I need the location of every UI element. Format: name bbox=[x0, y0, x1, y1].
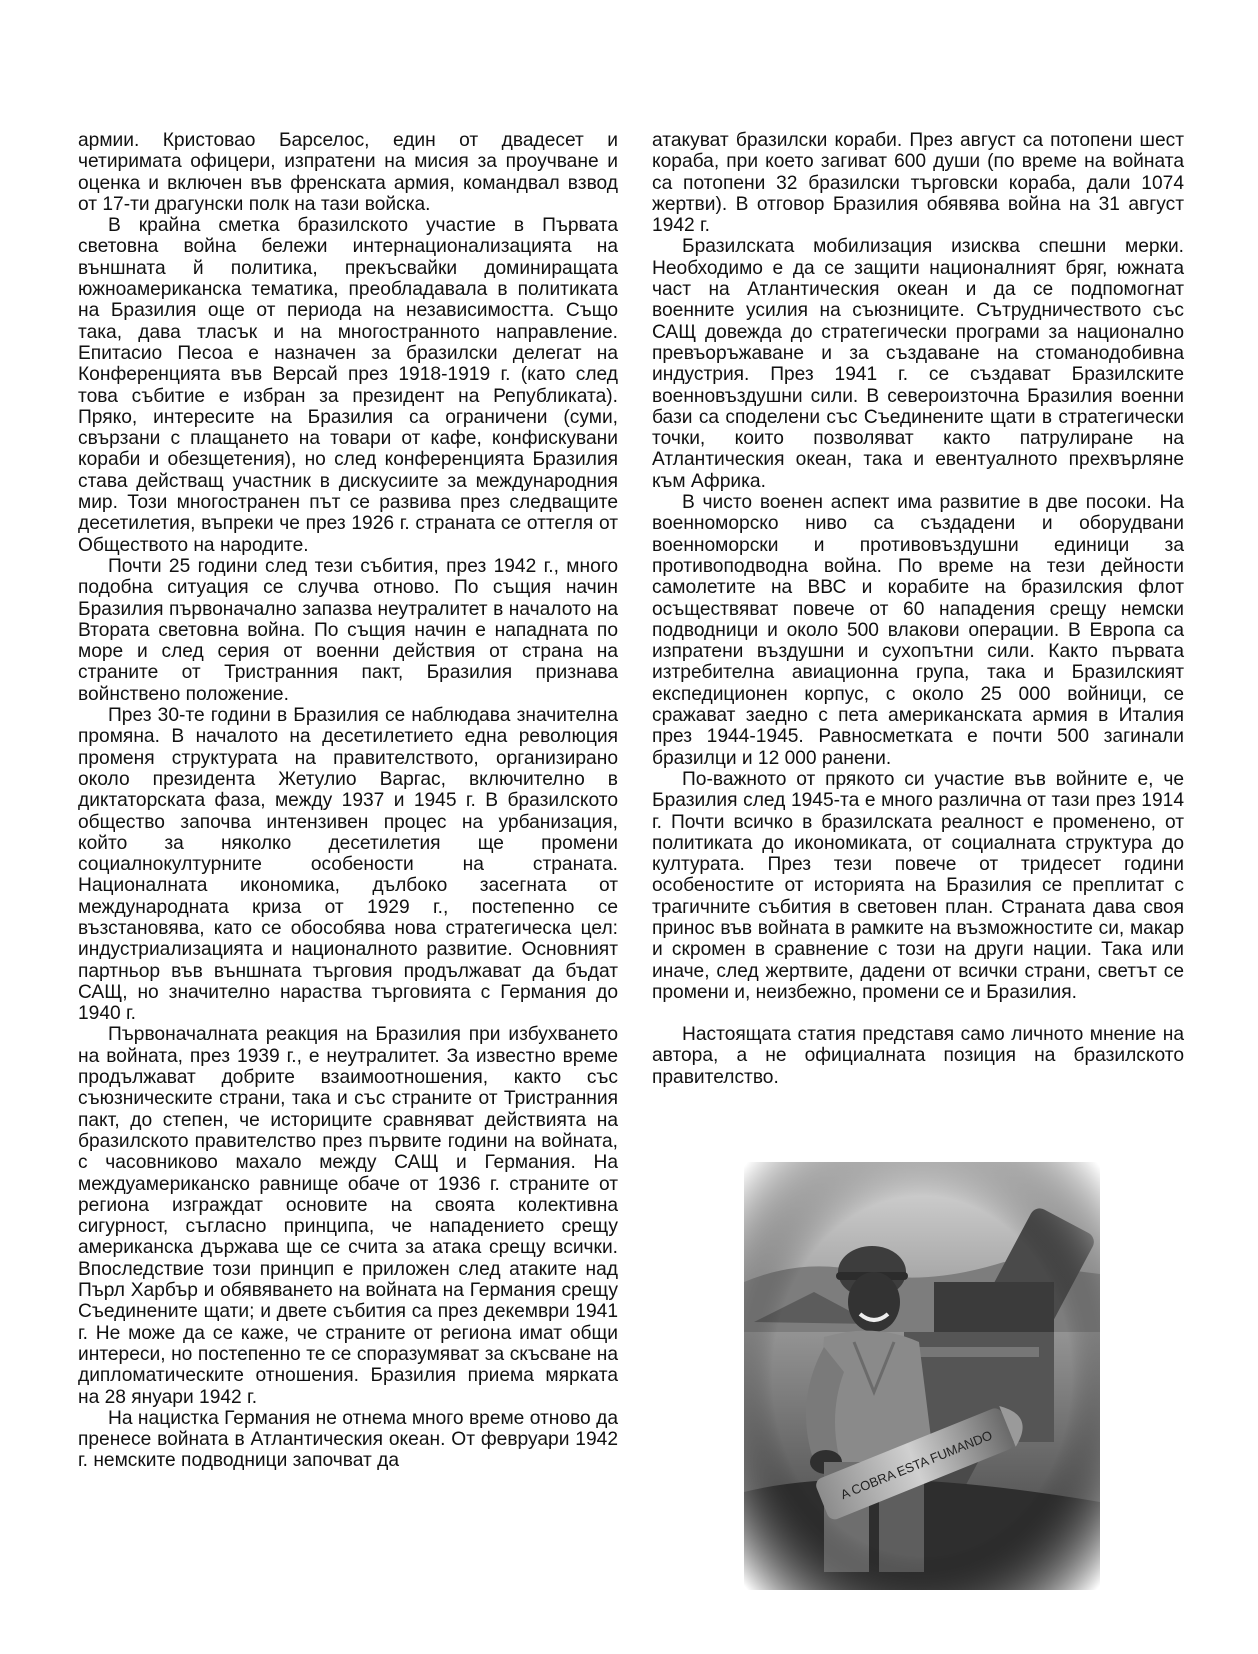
paragraph: В крайна сметка бразилското участие в Първата световна война бележи интернационализацията на външната й политика, прекъсвайки доминиращата южноамериканска тематика, преобладавала в политиката на Бразилия още от периода на независимостта. Също така, дава тласък и на многостранното направление. Епитасио Песоа е назначен за бразилски делегат на Конференцията във Версай през 1918-1919 г. (като след това събитие е избран за президент на Републиката). Пряко, интересите на Бразилия са ограничени (суми, свързани с плащането на товари от кафе, конфискувани кораби и обезщетения), но след конференцията Бразилия става действащ участник в дискусиите за международния мир. Този многостранен път се развива през следващите десетилетия, въпреки че през 1926 г. страната се оттегля от Обществото на народите. bbox=[78, 215, 618, 556]
paragraph: По-важното от прякото си участие във войните е, че Бразилия след 1945-та е много различна от тази през 1914 г. Почти всичко в бразилската реалност е променено, от политиката до икономиката, от социалната структура до културата. През тези повече от тридесет години особеностите от историята на Бразилия се преплитат с трагичните събития в световен план. Страната дава своя принос във войната в рамките на възможностите си, макар и скромен в сравнение с този на други нации. Така или иначе, след жертвите, дадени от всички страни, светът се промени и, неизбежно, промени се и Бразилия. bbox=[652, 768, 1184, 1003]
soldier-photo bbox=[744, 1162, 1100, 1590]
paragraph: В чисто военен аспект има развитие в две посоки. На военноморско ниво са създадени и оборудвани военноморски и противовъздушни единици за противоподводна война. По време на тези дейности самолетите на ВВС и корабите на бразилския флот осъществяват повече от 60 нападения срещу немски подводници и около 500 влакови операции. В Европа са изпратени въздушни и сухопътни сили. Както първата изтребителна авиационна група, така и Бразилският експедиционен корпус, с около 25 000 войници, се сражават заедно с пета американската армия в Италия през 1944-1945. Равносметката е почти 500 загинали бразилци и 12 000 ранени. bbox=[652, 492, 1184, 769]
right-column bbox=[652, 130, 1184, 1088]
paragraph: Почти 25 години след тези събития, през 1942 г., много подобна ситуация се случва отново. По същия начин Бразилия първоначално запазва неутралитет в началото на Втората световна война. По същия начин е нападната по море и след серия от военни действия от страна на страните от Тристранния пакт, Бразилия признава войнствено положение. bbox=[78, 555, 618, 705]
paragraph: На нацистка Германия не отнема много време отново да пренесе войната в Атлантическия океан. От февруари 1942 г. немските подводници започват да bbox=[78, 1407, 618, 1472]
soldier-photo-image bbox=[744, 1162, 1100, 1590]
paragraph: Бразилската мобилизация изисква спешни мерки. Необходимо е да се защити националният бряг, южната част на Атлантическия океан и да се подпомогнат военните усилия на съюзниците. Сътрудничеството със САЩ довежда до стратегически програми за национално превъоръжаване и за създаване на стоманодобивна индустрия. През 1941 г. се създават Бразилските военновъздушни сили. В североизточна Бразилия военни бази са споделени със Съединените щати в стратегически точки, които позволяват както патрулиране на Атлантическия океан, така и евентуалното прехвърляне към Африка. bbox=[652, 236, 1184, 492]
paragraph: Първоначалната реакция на Бразилия при избухването на войната, през 1939 г., е неутралитет. За известно време продължават добрите взаимоотношения, както със съюзническите страни, така и със страните от Тристранния пакт, до степен, че историците сравняват действията на бразилското правителство през първите години на войната, с часовниково махало между САЩ и Германия. На междуамериканско равнище обаче от 1936 г. страните от региона изграждат основите на своята колективна сигурност, съгласно принципа, че нападението срещу американска държава ще се счита за атака срещу всички. Впоследствие този принцип е приложен след атаките над Пърл Харбър и обявяването на войната на Германия срещу Съединените щати; и двете събития са през декември 1941 г. Не може да се каже, че страните от региона имат общи интереси, но постепенно те се споразумяват за скъсване на дипломатическите отношения. Бразилия приема мярката на 28 януари 1942 г. bbox=[78, 1024, 618, 1408]
paragraph: атакуват бразилски кораби. През август са потопени шест кораба, при което загиват 600 души (по време на войната са потопени 32 бразилски търговски кораба, дали 1074 жертви). В отговор Бразилия обявява война на 31 август 1942 г. bbox=[652, 130, 1184, 237]
paragraph: армии. Кристовао Барселос, един от двадесет и четиримата офицери, изпратени на мисия за проучване и оценка и включен във френската армия, командвал взвод от 17-ти драгунски полк на тази войска. bbox=[78, 130, 618, 215]
disclaimer-paragraph: Настоящата статия представя само личното мнение на автора, а не официалната позиция на бразилското правителство. bbox=[652, 1024, 1184, 1088]
left-column bbox=[78, 130, 618, 1472]
paragraph: През 30-те години в Бразилия се наблюдава значителна промяна. В началото на десетилетието една революция променя структурата на правителството, организирано около президента Жетулио Варгас, включително в диктаторската фаза, между 1937 и 1945 г. В бразилското общество започва интензивен процес на урбанизация, който за няколко десетилетия ще промени социалнокултурните особености на страната. Националната икономика, дълбоко засегната от международната криза от 1929 г., постепенно се възстановява, като се обособява нова стратегическа цел: индустриализацията и националното развитие. Основният партньор във външната търговия продължават да бъдат САЩ, но значително нараства търговията с Германия до 1940 г. bbox=[78, 705, 618, 1025]
